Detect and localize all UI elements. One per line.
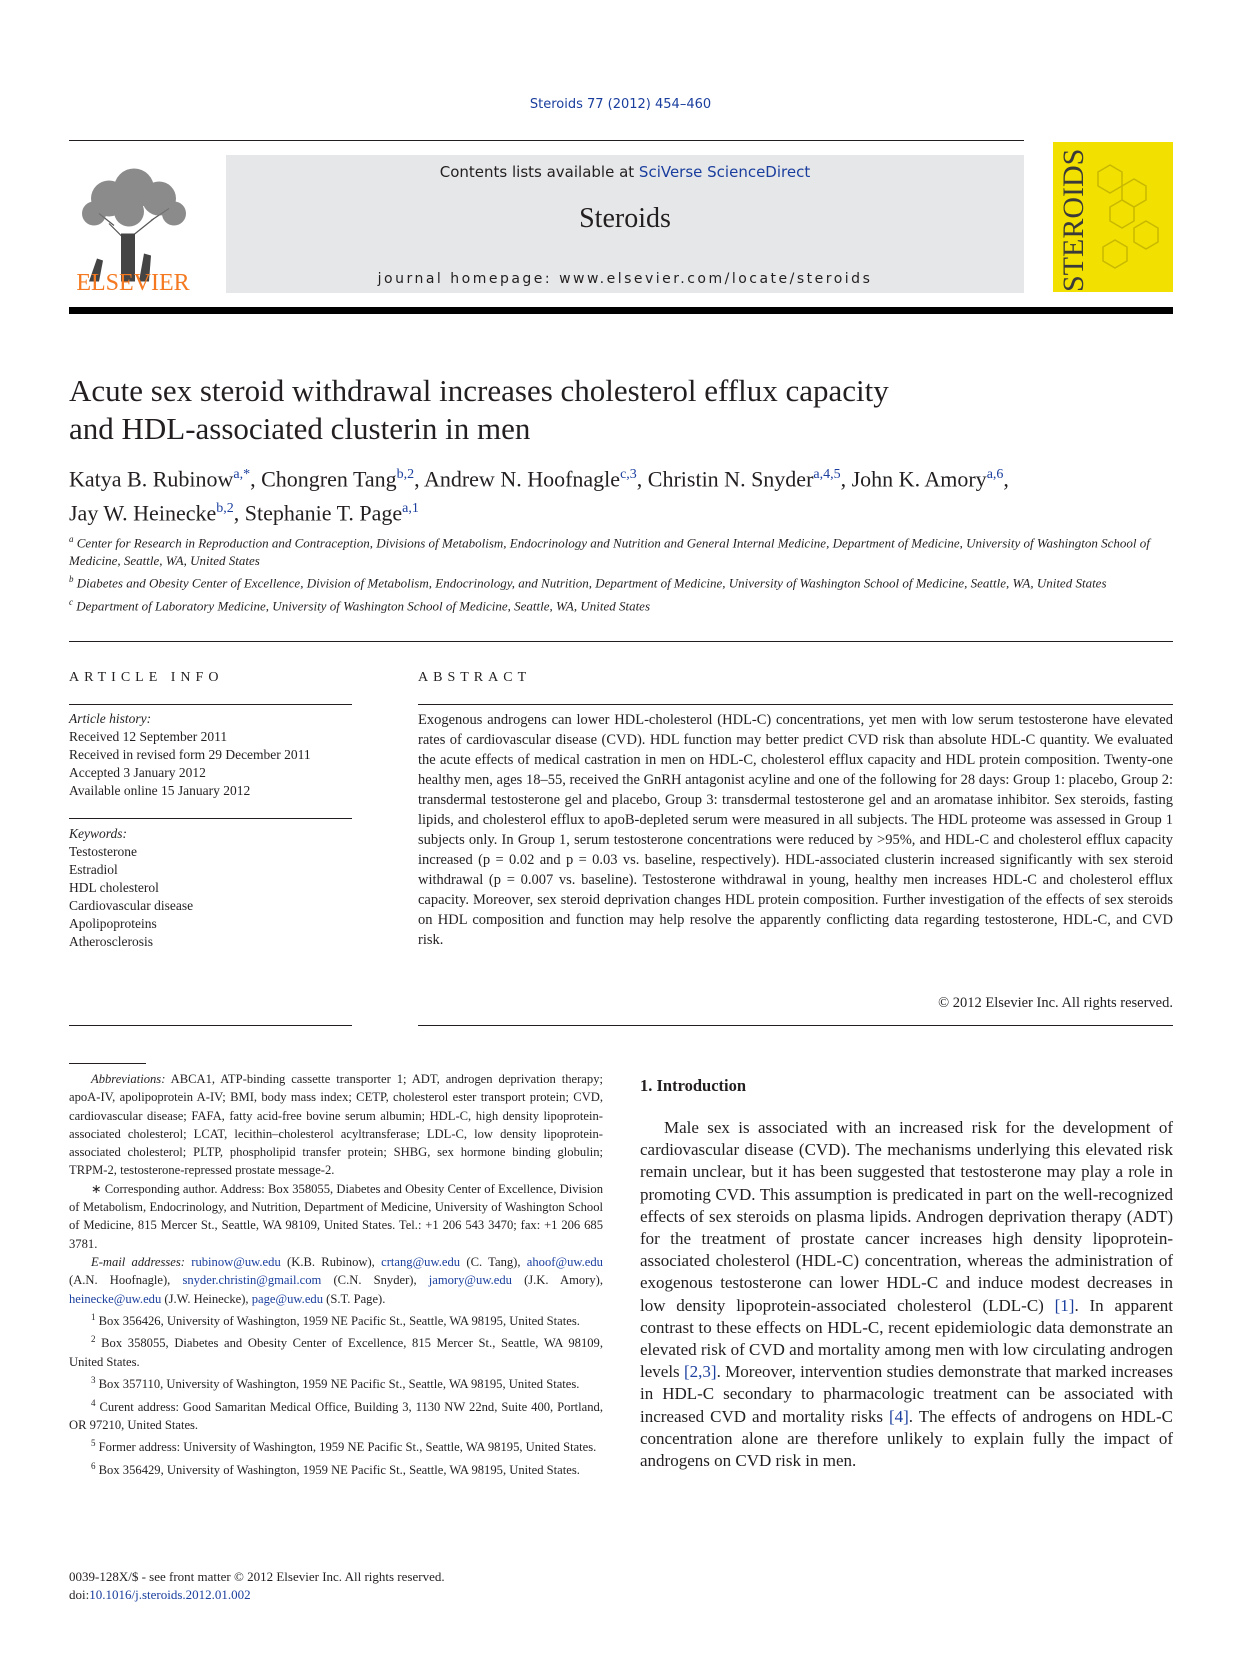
keywords [69,825,352,951]
author-separator: , [414,466,424,492]
author: Stephanie T. Page [244,500,403,526]
affiliations [69,530,1173,615]
info-rule [69,704,352,705]
author: Chongren Tang [261,466,397,492]
email-owner: (J.K. Amory), [511,1273,604,1288]
email-link[interactable]: crtang@uw.edu [381,1254,461,1269]
email-link[interactable]: page@uw.edu [251,1291,324,1306]
author-separator: , [250,466,262,492]
email-owner: (K.B. Rubinow), [280,1254,382,1269]
footnote-text: Former address: University of Washington, 1959 NE Pacific St., Seattle, WA 98195, United States. [98,1440,597,1455]
footnote-rule [69,1063,146,1064]
doi-line [69,1586,603,1604]
history-label: Article history: [69,711,152,726]
affiliation-marker: a [69,534,74,544]
keyword: Cardiovascular disease [69,898,194,913]
email-owner: (C. Tang), [460,1254,527,1269]
history-item: Received 12 September 2011 [69,729,228,744]
intro-text: . The effects of androgens on HDL-C concentration alone are therefore unlikely to explain fully the impact of androgens on CVD risk in men. [640,1406,1173,1471]
reference-link[interactable]: [4] [888,1406,909,1426]
footnote-text: Curent address: Good Samaritan Medical Office, Building 3, 1130 NW 22nd, Suite 400, Portland, OR 97210, United States. [69,1399,603,1433]
author-separator: , [1003,466,1009,492]
abstract-text: Exogenous androgens can lower HDL-cholesterol (HDL-C) concentrations, yet men with low serum testosterone have elevated rates of cardiovascular disease (CVD). HDL function may better predict CVD risk than absolute HDL-C quantity. We evaluated the acute effects of medical castration in men on HDL-C, cholesterol efflux capacity and HDL protein composition. Twenty-one healthy men, ages 18–55, received the GnRH antagonist acyline and one of the following for 28 days: Group 1: placebo, Group 2: transdermal testosterone gel and placebo, Group 3: transdermal testosterone gel and an aromatase inhibitor. Sex steroids, fasting lipids, and cholesterol efflux to apoB-depleted serum were measured in all subjects. The HDL proteome was assessed in Group 1 subjects only. In Group 1, serum testosterone concentrations were reduced by >95%, and HDL-C and cholesterol efflux capacity increased (p = 0.02 and p = 0.03 vs. baseline, respectively). HDL-associated clusterin increased significantly with sex steroid withdrawal (p = 0.007 vs. baseline). Testosterone withdrawal in young, healthy men increases HDL-C and cholesterol efflux capacity. Moreover, sex steroid deprivation changes HDL protein composition. Further investigation of the effects of sex steroids on HDL composition and function may help resolve the apparently conflicting data regarding testosterone, HDL-C, and CVD risk. [418,712,1173,948]
author-affiliation-marker[interactable]: a,* [233,467,251,482]
keyword: HDL cholesterol [69,880,159,895]
introduction-paragraph [640,1117,1173,1472]
footnote-marker: 6 [91,1460,96,1471]
author: Katya B. Rubinow [69,466,234,492]
address-note [69,1457,603,1479]
email-owner: (S.T. Page). [323,1291,386,1306]
affiliation-text: Diabetes and Obesity Center of Excellence, Division of Metabolism, Endocrinology, and Nutrition, Department of Medicine, University of Washington School of Medicine, Seattle, WA, United States [76,575,1107,591]
header-rule [69,140,1024,141]
author: Christin N. Snyder [647,466,814,492]
keyword: Estradiol [69,862,118,877]
address-note [69,1434,603,1456]
author: John K. Amory [851,466,987,492]
email-label: E-mail addresses: [91,1254,185,1269]
journal-cover-thumbnail [1053,142,1173,292]
footnote-marker: 3 [91,1375,96,1386]
affiliation [69,593,1173,615]
abstract-rule [418,1025,1173,1026]
affiliation-marker: b [69,574,74,585]
address-note [69,1330,603,1371]
intro-text: Male sex is associated with an increased risk for the development of cardiovascular disease (CVD). The mechanisms underlying this elevated risk remain unclear, but it has been suggested that testosterone may play a role in promoting CVD. This assumption is predicated in part on the well-recognized effects of sex steroids on plasma lipids. Androgen deprivation therapy (ADT) for the treatment of prostate cancer increases high density lipoprotein-associated cholesterol (HDL-C) concentration, whereas the administration of exogenous testosterone can lower HDL-C and induce modest decreases in low density lipoprotein-associated cholesterol (LDL-C) [640,1118,1173,1315]
address-note [69,1308,603,1330]
footnote-text: Box 357110, University of Washington, 1959 NE Pacific St., Seattle, WA 98195, United States. [98,1377,580,1392]
email-link[interactable]: ahoof@uw.edu [526,1254,603,1269]
journal-banner [226,155,1024,293]
affiliation-rule [69,641,1173,642]
keyword: Apolipoproteins [69,916,157,931]
keywords-label: Keywords: [69,826,127,841]
email-note [69,1253,603,1308]
author-affiliation-marker[interactable]: a,4,5 [813,467,841,482]
footnote-marker: 2 [91,1334,96,1345]
article-history [69,710,352,800]
keyword: Testosterone [69,844,138,859]
email-link[interactable]: rubinow@uw.edu [191,1254,281,1269]
reference-link[interactable]: [1] [1054,1295,1075,1315]
affiliation-text: Department of Laboratory Medicine, University of Washington School of Medicine, Seattle, WA, United States [76,597,651,613]
author-list [69,460,1173,529]
author-separator: , [840,466,852,492]
corresponding-author-note: ∗ Corresponding author. Address: Box 358055, Diabetes and Obesity Center of Excellence, Division of Metabolism, Endocrinology, and Nutrition, Department of Medicine, University of Washington School of Medicine, 815 Mercer St., Seattle, WA 98109, United States. Tel.: +1 206 543 3470; fax: +1 206 685 3781. [69,1181,603,1251]
abbreviations-note [69,1070,603,1180]
journal-name: Steroids [579,203,671,234]
author-separator: , [233,500,245,526]
abstract-copyright: © 2012 Elsevier Inc. All rights reserved. [938,995,1173,1011]
header-thick-rule [69,307,1173,314]
keyword: Atherosclerosis [69,934,153,949]
author-affiliation-marker[interactable]: b,2 [396,467,415,482]
affiliation [69,530,1173,570]
doi-block [69,1568,603,1604]
email-owner: (J.W. Heinecke), [161,1291,252,1306]
author: Andrew N. Hoofnagle [423,466,621,492]
email-link[interactable]: jamory@uw.edu [428,1273,512,1288]
history-item: Accepted 3 January 2012 [69,765,206,780]
publisher-wordmark: ELSEVIER [76,270,190,296]
history-item: Available online 15 January 2012 [69,783,251,798]
homepage-url[interactable]: www.elsevier.com/locate/steroids [559,271,873,287]
affiliation-text: Center for Research in Reproduction and Contraception, Divisions of Metabolism, Endocrinology and Nutrition and General Internal Medicine, Department of Medicine, University of Washington School of Medicine, Seattle, WA, United States [69,535,1150,569]
journal-homepage [226,271,1024,287]
affiliation-marker: c [69,596,73,607]
footnote-marker: 5 [91,1438,96,1449]
affiliation [69,570,1173,592]
footnotes [69,1070,603,1479]
doi-prefix: doi: [69,1587,90,1602]
journal-citation[interactable]: Steroids 77 (2012) 454–460 [529,97,712,112]
doi-link[interactable]: 10.1016/j.steroids.2012.01.002 [89,1587,251,1602]
intro-text: . Moreover, intervention studies demonstrate that marked increases in HDL-C secondary to pharmacologic treatment can be associated with increased CVD and mortality risks [640,1362,1174,1426]
footnote-marker: 4 [91,1397,96,1408]
cover-title: STEROIDS [1057,148,1090,292]
email-owner: (A.N. Hoofnagle), [69,1273,183,1288]
abstract-heading: ABSTRACT [418,670,532,685]
contents-prefix: Contents lists available at [439,163,639,181]
front-matter-line: 0039-128X/$ - see front matter © 2012 Elsevier Inc. All rights reserved. [69,1569,445,1584]
address-note [69,1371,603,1393]
email-link[interactable]: snyder.christin@gmail.com [182,1273,322,1288]
introduction-heading: 1. Introduction [640,1076,747,1095]
footnote-text: Box 356426, University of Washington, 1959 NE Pacific St., Seattle, WA 98195, United States. [98,1314,580,1329]
article-title [69,372,1173,448]
info-rule [69,818,352,819]
footnote-text: Box 358055, Diabetes and Obesity Center of Excellence, 815 Mercer St., Seattle, WA 98109, United States. [69,1336,603,1369]
title-line-1: Acute sex steroid withdrawal increases cholesterol efflux capacity [69,373,889,408]
abbreviations-text: ABCA1, ATP-binding cassette transporter 1; ADT, androgen deprivation therapy; apoA-IV, apolipoprotein A-IV; BMI, body mass index; CETP, cholesterol ester transport protein; CVD, cardiovascular disease; FAFA, fatty acid-free bovine serum albumin; HDL-C, high density lipoprotein-associated cholesterol; LCAT, lecithin–cholesterol acyltransferase; LDL-C, low density lipoprotein-associated cholesterol; PLTP, phospholipid transfer protein; SHBG, sex hormone binding globulin; TRPM-2, testosterone-repressed prostate message-2. [69,1072,603,1178]
author-separator: , [636,466,648,492]
email-owner: (C.N. Snyder), [321,1273,429,1288]
author-affiliation-marker[interactable]: a,6 [986,467,1004,482]
address-note [69,1394,603,1435]
history-item: Received in revised form 29 December 2011 [69,747,311,762]
abbreviations-label: Abbreviations: [91,1072,166,1086]
intro-text: . In apparent contrast to these effects on HDL-C, recent epidemiologic data demonstrate an elevated risk of CVD and mortality among men with low circulating androgen levels [640,1295,1174,1382]
abstract-rule [418,704,1173,705]
author-affiliation-marker[interactable]: b,2 [216,501,234,517]
title-line-2: and HDL-associated clusterin in men [69,411,531,446]
homepage-prefix: journal homepage: [377,271,560,287]
reference-link[interactable]: [2,3] [684,1362,717,1382]
author-affiliation-marker[interactable]: a,1 [402,501,419,517]
info-rule [69,1025,352,1026]
author: Jay W. Heinecke [69,500,217,526]
footnote-text: Box 356429, University of Washington, 1959 NE Pacific St., Seattle, WA 98195, United States. [98,1463,580,1478]
article-info-heading: ARTICLE INFO [69,670,224,685]
email-link[interactable]: heinecke@uw.edu [69,1291,162,1306]
author-affiliation-marker[interactable]: c,3 [620,467,637,482]
sciencedirect-link[interactable]: SciVerse ScienceDirect [638,163,811,181]
contents-line [226,163,1024,181]
footnote-marker: 1 [91,1311,96,1322]
